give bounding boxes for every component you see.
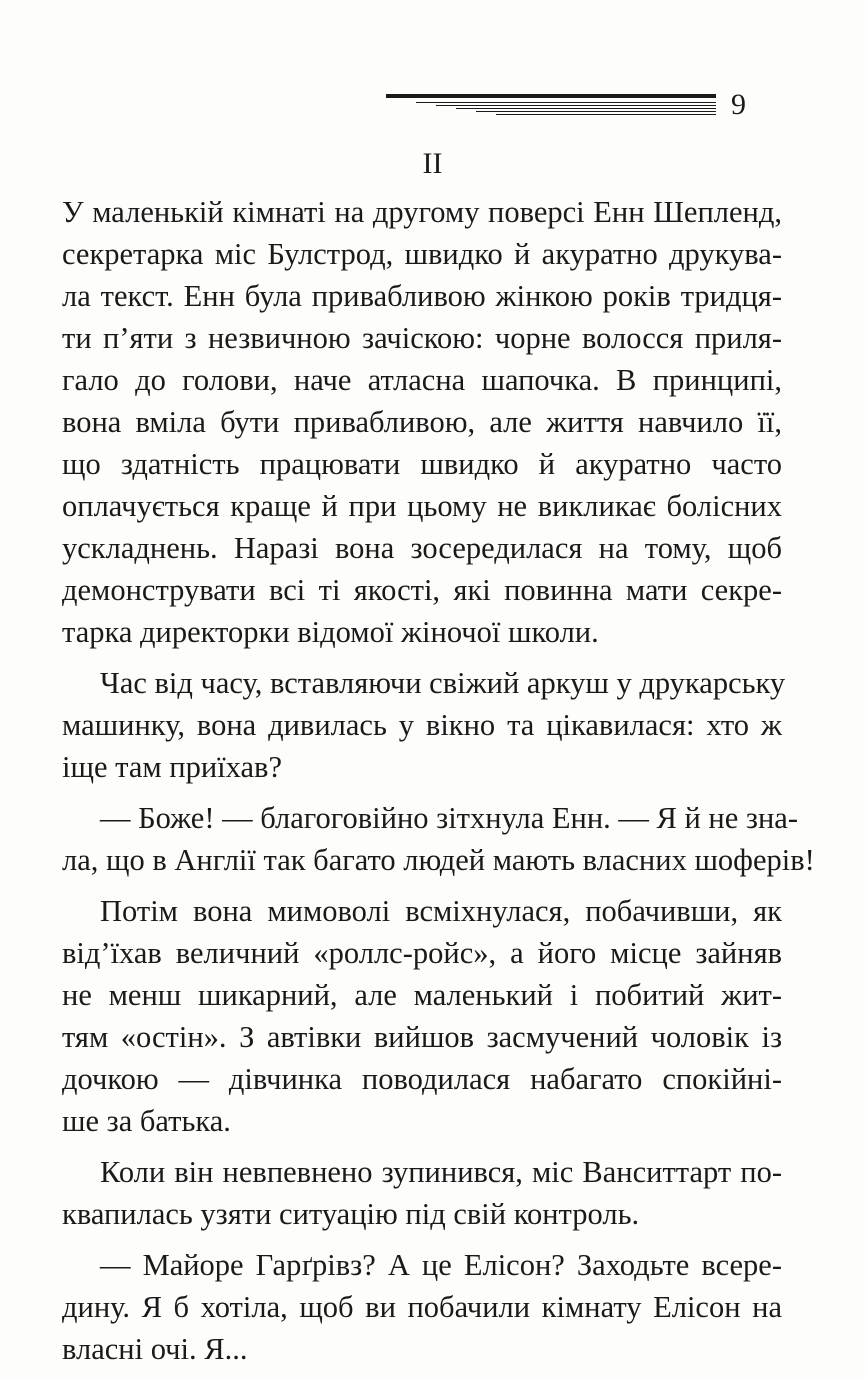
text-line: від’їхав величний «роллс-ройс», а його місце зайняв: [62, 936, 782, 970]
text-line: що здатність працювати швидко й акуратно часто: [62, 447, 782, 481]
text-line: квапилась узяти ситуацію під свій контроль.: [62, 1197, 640, 1231]
text-line: — Боже! — благоговійно зітхнула Енн. — Я й не зна-: [100, 801, 798, 835]
page-number: 9: [731, 88, 746, 121]
header-rule-line: [456, 108, 716, 109]
text-line: гало до голови, наче атласна шапочка. В принципі,: [62, 363, 782, 397]
text-line: ла текст. Енн була привабливою жінкою років тридця-: [62, 279, 782, 313]
paragraph: [62, 797, 815, 881]
paragraph: [62, 191, 782, 653]
text-line: Потім вона мимоволі всміхнулася, побачивши, як: [100, 894, 782, 928]
paragraph: [62, 890, 782, 1142]
running-header: [386, 88, 786, 122]
paragraph: [62, 1151, 782, 1235]
paragraph: [62, 662, 786, 788]
text-line: не менш шикарний, але маленький і побитий жит-: [62, 978, 782, 1012]
header-rule-ornament: [386, 94, 716, 116]
header-rule-line: [496, 114, 716, 115]
text-line: демонструвати всі ті якості, які повинна мати секре-: [62, 573, 782, 607]
text-line: власні очі. Я...: [62, 1332, 248, 1366]
paragraph: [62, 1244, 782, 1370]
header-rule-line: [416, 102, 716, 103]
text-line: Коли він невпевнено зупинився, міс Ванситтарт по-: [100, 1155, 782, 1189]
chapter-heading: II: [422, 147, 443, 180]
text-line: тарка директорки відомої жіночої школи.: [62, 615, 599, 649]
text-line: оплачується краще й при цьому не викликає болісних: [62, 489, 782, 523]
text-line: дину. Я б хотіла, щоб ви побачили кімнату Елісон на: [62, 1290, 782, 1324]
text-line: ускладнень. Наразі вона зосередилася на тому, щоб: [62, 531, 782, 565]
text-line: дочкою — дівчинка поводилася набагато спокійні-: [62, 1062, 782, 1096]
header-rule-line: [476, 111, 716, 112]
header-rule-line: [436, 105, 716, 106]
text-line: — Майоре Гарґрівз? А це Елісон? Заходьте всере-: [100, 1248, 782, 1282]
text-line: іще там приїхав?: [62, 750, 282, 784]
text-line: У маленькій кімнаті на другому поверсі Енн Шепленд,: [62, 195, 782, 229]
body-text: [62, 191, 815, 1379]
text-line: секретарка міс Булстрод, швидко й акуратно друкува-: [62, 237, 782, 271]
header-rule-thick: [386, 94, 716, 98]
text-line: вона вміла бути привабливою, але життя навчило її,: [62, 405, 782, 439]
text-line: Час від часу, вставляючи свіжий аркуш у друкарську: [100, 666, 786, 700]
text-line: тям «остін». З автівки вийшов засмучений чоловік із: [62, 1020, 782, 1054]
text-line: ла, що в Англії так багато людей мають власних шоферів!: [62, 843, 815, 877]
text-line: ше за батька.: [62, 1104, 231, 1138]
text-line: машинку, вона дивилась у вікно та цікавилася: хто ж: [62, 708, 782, 742]
text-line: ти п’яти з незвичною зачіскою: чорне волосся приля-: [62, 321, 782, 355]
